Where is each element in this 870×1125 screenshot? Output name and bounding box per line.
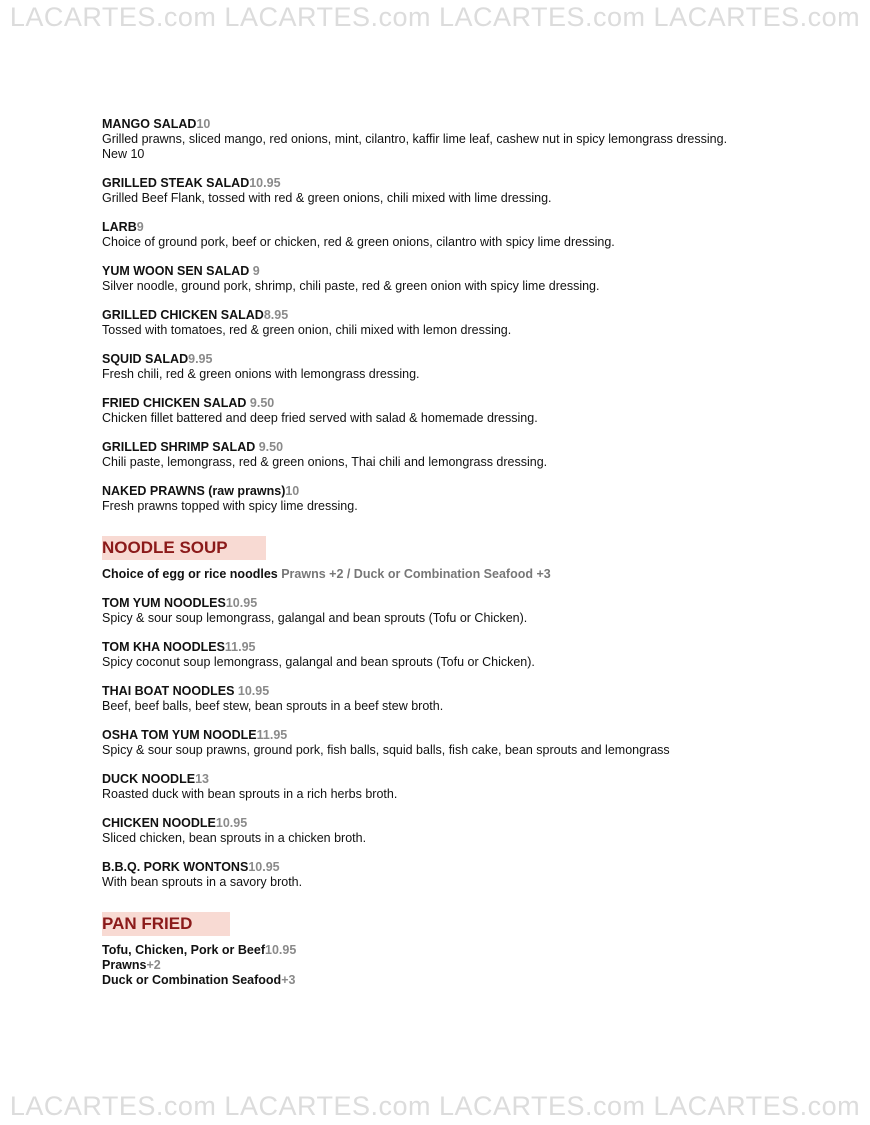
item-name: SQUID SALAD [102,352,189,366]
menu-item [102,308,802,338]
menu-item [102,484,802,514]
item-description: Fresh chili, red & green onions with lemongrass dressing. [102,367,420,381]
item-note: New 10 [102,147,145,161]
menu-item [102,396,802,426]
line-price: 10.95 [265,943,297,957]
item-price: 9 [252,264,260,278]
item-description: With bean sprouts in a savory broth. [102,875,303,889]
item-description: Fresh prawns topped with spicy lime dressing. [102,499,358,513]
section-title-noodle-soup: NOODLE SOUP [102,536,266,560]
pan-fried-section [102,912,802,988]
watermark-bottom: LACARTES.com LACARTES.com LACARTES.com LACARTES.com [9,1091,861,1121]
item-description: Chicken fillet battered and deep fried served with salad & homemade dressing. [102,411,538,425]
item-price: 10.95 [215,816,248,830]
item-description: Beef, beef balls, beef stew, bean sprouts in a beef stew broth. [102,699,444,713]
item-name: OSHA TOM YUM NOODLE [102,728,257,742]
section-intro [102,567,802,582]
item-name: FRIED CHICKEN SALAD [102,396,250,410]
item-name: GRILLED CHICKEN SALAD [102,308,264,322]
menu-item [102,440,802,470]
item-price: 10.95 [237,684,270,698]
intro-extra: Prawns +2 / Duck or Combination Seafood +3 [281,567,551,581]
menu-item [102,640,802,670]
item-description: Sliced chicken, bean sprouts in a chicken broth. [102,831,367,845]
item-price: 10 [285,484,300,498]
item-price: 9.50 [249,396,275,410]
watermark-top: LACARTES.com LACARTES.com LACARTES.com LACARTES.com [9,2,861,32]
item-price: 11.95 [256,728,288,742]
line-price: +3 [281,973,296,987]
item-name: GRILLED STEAK SALAD [102,176,250,190]
item-price: 9.50 [258,440,284,454]
menu-item [102,772,802,802]
item-price: 11.95 [224,640,256,654]
item-name: B.B.Q. PORK WONTONS [102,860,249,874]
item-description: Roasted duck with bean sprouts in a rich herbs broth. [102,787,398,801]
menu-item [102,596,802,626]
menu-item [102,117,802,162]
item-name: CHICKEN NOODLE [102,816,216,830]
item-name: NAKED PRAWNS (raw prawns) [102,484,286,498]
line-name: Tofu, Chicken, Pork or Beef [102,943,265,957]
item-price: 10.95 [225,596,258,610]
menu-item [102,352,802,382]
item-description: Grilled prawns, sliced mango, red onions, mint, cilantro, kaffir lime leaf, cashew nut in spicy lemongrass dressing. [102,132,728,146]
item-description: Tossed with tomatoes, red & green onion, chili mixed with lemon dressing. [102,323,512,337]
item-name: TOM YUM NOODLES [102,596,226,610]
line-name: Prawns [102,958,147,972]
item-price: 9 [136,220,144,234]
item-name: TOM KHA NOODLES [102,640,225,654]
item-description: Spicy & sour soup prawns, ground pork, fish balls, squid balls, fish cake, bean sprouts and lemongrass [102,743,670,757]
item-price: 13 [195,772,209,786]
pan-fried-line [102,958,802,973]
item-price: 8.95 [263,308,289,322]
salads-section [102,117,802,514]
noodle-soup-section [102,536,802,890]
item-price: 10 [196,117,211,131]
line-name: Duck or Combination Seafood [102,973,282,987]
item-name: GRILLED SHRIMP SALAD [102,440,259,454]
item-description: Silver noodle, ground pork, shrimp, chili paste, red & green onion with spicy lime dressing. [102,279,600,293]
pan-fried-line [102,973,802,988]
item-price: 10.95 [248,860,280,874]
item-name: THAI BOAT NOODLES [102,684,238,698]
item-name: MANGO SALAD [102,117,197,131]
item-price: 10.95 [249,176,281,190]
menu-item [102,684,802,714]
menu-item [102,220,802,250]
item-description: Spicy coconut soup lemongrass, galangal and bean sprouts (Tofu or Chicken). [102,655,535,669]
menu-item [102,176,802,206]
menu-content [102,117,802,988]
item-name: YUM WOON SEN SALAD [102,264,253,278]
line-price: +2 [146,958,161,972]
section-title-pan-fried: PAN FRIED [102,912,230,936]
item-price: 9.95 [188,352,213,366]
item-description: Spicy & sour soup lemongrass, galangal and bean sprouts (Tofu or Chicken). [102,611,528,625]
menu-item [102,816,802,846]
item-description: Choice of ground pork, beef or chicken, red & green onions, cilantro with spicy lime dressing. [102,235,615,249]
pan-fried-line [102,943,802,958]
intro-text: Choice of egg or rice noodles [102,567,282,581]
item-name: LARB [102,220,137,234]
menu-item [102,860,802,890]
menu-item [102,264,802,294]
item-description: Grilled Beef Flank, tossed with red & green onions, chili mixed with lime dressing. [102,191,552,205]
menu-item [102,728,802,758]
item-name: DUCK NOODLE [102,772,196,786]
item-description: Chili paste, lemongrass, red & green onions, Thai chili and lemongrass dressing. [102,455,548,469]
